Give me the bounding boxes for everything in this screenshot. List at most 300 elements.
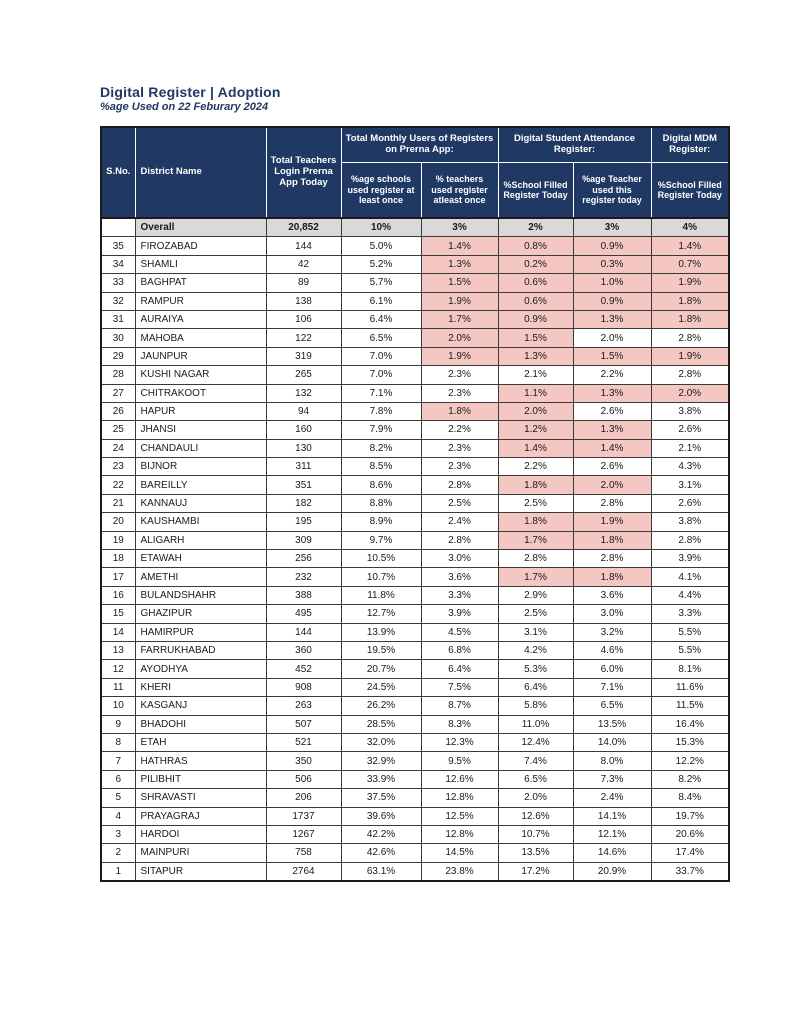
district-cell: RAMPUR (135, 292, 266, 310)
value-cell: 3.9% (421, 605, 498, 623)
value-cell: 106 (266, 310, 341, 328)
table-row (101, 623, 729, 641)
sno-cell: 31 (101, 310, 135, 328)
table-row (101, 513, 729, 531)
value-cell: 3.2% (573, 623, 651, 641)
district-cell: JAUNPUR (135, 347, 266, 365)
value-cell: 1.3% (421, 255, 498, 273)
table-row (101, 825, 729, 843)
value-cell: 3.0% (421, 550, 498, 568)
value-cell: 1.3% (573, 310, 651, 328)
value-cell: 32.9% (341, 752, 421, 770)
value-cell: 13.9% (341, 623, 421, 641)
table-row (101, 329, 729, 347)
value-cell: 3.6% (421, 568, 498, 586)
value-cell: 319 (266, 347, 341, 365)
district-cell: BAGHPAT (135, 274, 266, 292)
value-cell: 1.5% (573, 347, 651, 365)
value-cell: 10.7% (498, 825, 573, 843)
sno-cell: 35 (101, 237, 135, 255)
value-cell: 33.9% (341, 770, 421, 788)
value-cell: 7.9% (341, 421, 421, 439)
table-row (101, 310, 729, 328)
header-group-row (101, 127, 729, 163)
value-cell: 2.5% (498, 605, 573, 623)
value-cell: 0.3% (573, 255, 651, 273)
value-cell: 1.8% (573, 531, 651, 549)
district-cell: AMETHI (135, 568, 266, 586)
value-cell: 89 (266, 274, 341, 292)
sno-cell: 25 (101, 421, 135, 439)
value-cell: 9.7% (341, 531, 421, 549)
value-cell: 12.7% (341, 605, 421, 623)
value-cell: 37.5% (341, 789, 421, 807)
value-cell: 2.3% (421, 458, 498, 476)
value-cell: 9.5% (421, 752, 498, 770)
value-cell: 7.1% (341, 384, 421, 402)
value-cell: 1.8% (573, 568, 651, 586)
district-cell: KUSHI NAGAR (135, 366, 266, 384)
value-cell: 2.8% (573, 550, 651, 568)
value-cell: 1.8% (651, 310, 729, 328)
value-cell: 1.3% (573, 421, 651, 439)
value-cell: 7.5% (421, 678, 498, 696)
value-cell: 1.4% (498, 439, 573, 457)
sno-cell: 11 (101, 678, 135, 696)
value-cell: 5.0% (341, 237, 421, 255)
table-header (101, 127, 729, 218)
value-cell: 14.0% (573, 733, 651, 751)
value-cell: 63.1% (341, 862, 421, 881)
sno-cell: 12 (101, 660, 135, 678)
sno-cell: 1 (101, 862, 135, 881)
value-cell: 1.8% (651, 292, 729, 310)
sno-cell: 32 (101, 292, 135, 310)
sno-cell: 26 (101, 402, 135, 420)
district-cell: KANNAUJ (135, 494, 266, 512)
value-cell: 42 (266, 255, 341, 273)
value-cell: 2.6% (573, 402, 651, 420)
value-cell: 11.0% (498, 715, 573, 733)
district-cell: FARRUKHABAD (135, 641, 266, 659)
overall-value-cell: 2% (498, 218, 573, 237)
value-cell: 1.9% (573, 513, 651, 531)
district-cell: ETAWAH (135, 550, 266, 568)
value-cell: 3.8% (651, 513, 729, 531)
value-cell: 20.7% (341, 660, 421, 678)
table-row (101, 678, 729, 696)
col-header-att-school-filled: %School Filled Register Today (498, 163, 573, 219)
value-cell: 3.1% (651, 476, 729, 494)
value-cell: 6.8% (421, 641, 498, 659)
district-cell: FIROZABAD (135, 237, 266, 255)
district-cell: BIJNOR (135, 458, 266, 476)
value-cell: 6.5% (498, 770, 573, 788)
district-cell: KASGANJ (135, 697, 266, 715)
table-row (101, 752, 729, 770)
table-row (101, 439, 729, 457)
value-cell: 28.5% (341, 715, 421, 733)
table-row (101, 421, 729, 439)
district-cell: PRAYAGRAJ (135, 807, 266, 825)
value-cell: 1.4% (421, 237, 498, 255)
value-cell: 256 (266, 550, 341, 568)
sno-cell: 6 (101, 770, 135, 788)
value-cell: 12.8% (421, 825, 498, 843)
district-cell: GHAZIPUR (135, 605, 266, 623)
district-cell: AURAIYA (135, 310, 266, 328)
value-cell: 309 (266, 531, 341, 549)
value-cell: 2.8% (651, 366, 729, 384)
table-row (101, 789, 729, 807)
table-row (101, 237, 729, 255)
table-row (101, 844, 729, 862)
value-cell: 2.2% (421, 421, 498, 439)
sno-cell: 7 (101, 752, 135, 770)
sno-cell: 24 (101, 439, 135, 457)
value-cell: 14.1% (573, 807, 651, 825)
value-cell: 6.4% (421, 660, 498, 678)
district-cell: BULANDSHAHR (135, 586, 266, 604)
value-cell: 14.6% (573, 844, 651, 862)
value-cell: 144 (266, 623, 341, 641)
group-header-attendance: Digital Student Attendance Register: (498, 127, 651, 163)
value-cell: 1.8% (498, 476, 573, 494)
sno-cell: 20 (101, 513, 135, 531)
value-cell: 4.4% (651, 586, 729, 604)
value-cell: 122 (266, 329, 341, 347)
value-cell: 521 (266, 733, 341, 751)
value-cell: 4.3% (651, 458, 729, 476)
value-cell: 8.8% (341, 494, 421, 512)
value-cell: 3.9% (651, 550, 729, 568)
value-cell: 0.9% (573, 292, 651, 310)
col-header-schools-used: %age schools used register at least once (341, 163, 421, 219)
value-cell: 20.6% (651, 825, 729, 843)
value-cell: 311 (266, 458, 341, 476)
value-cell: 1.3% (573, 384, 651, 402)
sno-cell: 3 (101, 825, 135, 843)
value-cell: 1.9% (421, 292, 498, 310)
value-cell: 12.6% (421, 770, 498, 788)
value-cell: 2764 (266, 862, 341, 881)
sno-cell: 29 (101, 347, 135, 365)
value-cell: 2.0% (498, 402, 573, 420)
value-cell: 10.5% (341, 550, 421, 568)
value-cell: 8.9% (341, 513, 421, 531)
value-cell: 12.6% (498, 807, 573, 825)
value-cell: 1.5% (498, 329, 573, 347)
table-row (101, 347, 729, 365)
value-cell: 26.2% (341, 697, 421, 715)
value-cell: 1.7% (498, 568, 573, 586)
value-cell: 138 (266, 292, 341, 310)
table-row (101, 494, 729, 512)
value-cell: 94 (266, 402, 341, 420)
value-cell: 2.4% (421, 513, 498, 531)
district-cell: CHITRAKOOT (135, 384, 266, 402)
value-cell: 12.1% (573, 825, 651, 843)
value-cell: 2.3% (421, 439, 498, 457)
district-cell: MAINPURI (135, 844, 266, 862)
sno-cell: 27 (101, 384, 135, 402)
value-cell: 8.3% (421, 715, 498, 733)
value-cell: 263 (266, 697, 341, 715)
value-cell: 11.5% (651, 697, 729, 715)
value-cell: 1.4% (651, 237, 729, 255)
table-row (101, 586, 729, 604)
value-cell: 12.3% (421, 733, 498, 751)
value-cell: 1267 (266, 825, 341, 843)
table-row (101, 531, 729, 549)
value-cell: 2.3% (421, 366, 498, 384)
value-cell: 2.0% (498, 789, 573, 807)
table-row (101, 384, 729, 402)
value-cell: 17.4% (651, 844, 729, 862)
value-cell: 195 (266, 513, 341, 531)
table-row (101, 458, 729, 476)
value-cell: 8.1% (651, 660, 729, 678)
value-cell: 3.6% (573, 586, 651, 604)
value-cell: 5.5% (651, 641, 729, 659)
value-cell: 2.3% (421, 384, 498, 402)
value-cell: 16.4% (651, 715, 729, 733)
value-cell: 360 (266, 641, 341, 659)
value-cell: 232 (266, 568, 341, 586)
district-cell: ALIGARH (135, 531, 266, 549)
sno-cell: 13 (101, 641, 135, 659)
table-row (101, 255, 729, 273)
value-cell: 144 (266, 237, 341, 255)
sno-cell: 21 (101, 494, 135, 512)
district-cell: BHADOHI (135, 715, 266, 733)
value-cell: 8.5% (341, 458, 421, 476)
value-cell: 5.5% (651, 623, 729, 641)
table-row (101, 862, 729, 881)
value-cell: 32.0% (341, 733, 421, 751)
district-cell: SITAPUR (135, 862, 266, 881)
value-cell: 6.1% (341, 292, 421, 310)
value-cell: 182 (266, 494, 341, 512)
district-cell: JHANSI (135, 421, 266, 439)
adoption-table (100, 126, 730, 882)
district-cell: HAPUR (135, 402, 266, 420)
value-cell: 42.2% (341, 825, 421, 843)
value-cell: 2.9% (498, 586, 573, 604)
value-cell: 7.1% (573, 678, 651, 696)
table-row (101, 715, 729, 733)
value-cell: 19.7% (651, 807, 729, 825)
district-cell: KAUSHAMBI (135, 513, 266, 531)
value-cell: 15.3% (651, 733, 729, 751)
value-cell: 3.1% (498, 623, 573, 641)
value-cell: 5.8% (498, 697, 573, 715)
value-cell: 351 (266, 476, 341, 494)
sno-cell: 28 (101, 366, 135, 384)
value-cell: 350 (266, 752, 341, 770)
district-cell: AYODHYA (135, 660, 266, 678)
sno-cell: 2 (101, 844, 135, 862)
value-cell: 7.0% (341, 347, 421, 365)
table-row (101, 274, 729, 292)
value-cell: 7.8% (341, 402, 421, 420)
value-cell: 1.0% (573, 274, 651, 292)
table-row (101, 660, 729, 678)
value-cell: 1.9% (651, 347, 729, 365)
value-cell: 1737 (266, 807, 341, 825)
sno-cell: 19 (101, 531, 135, 549)
value-cell: 42.6% (341, 844, 421, 862)
value-cell: 388 (266, 586, 341, 604)
table-row (101, 476, 729, 494)
sno-cell: 33 (101, 274, 135, 292)
overall-value-cell: 3% (421, 218, 498, 237)
group-header-mdm: Digital MDM Register: (651, 127, 729, 163)
table-row (101, 697, 729, 715)
value-cell: 2.4% (573, 789, 651, 807)
value-cell: 8.4% (651, 789, 729, 807)
value-cell: 5.3% (498, 660, 573, 678)
value-cell: 19.5% (341, 641, 421, 659)
value-cell: 17.2% (498, 862, 573, 881)
value-cell: 2.8% (651, 329, 729, 347)
value-cell: 2.0% (651, 384, 729, 402)
value-cell: 507 (266, 715, 341, 733)
value-cell: 452 (266, 660, 341, 678)
value-cell: 4.5% (421, 623, 498, 641)
overall-row (101, 218, 729, 237)
value-cell: 2.8% (573, 494, 651, 512)
district-cell: BAREILLY (135, 476, 266, 494)
title-block (100, 84, 281, 113)
page-title: Digital Register | Adoption (100, 84, 281, 100)
value-cell: 1.8% (498, 513, 573, 531)
value-cell: 2.6% (651, 494, 729, 512)
sno-cell: 15 (101, 605, 135, 623)
value-cell: 4.1% (651, 568, 729, 586)
value-cell: 12.4% (498, 733, 573, 751)
group-header-monthly-users: Total Monthly Users of Registers on Prerna App: (341, 127, 498, 163)
value-cell: 3.0% (573, 605, 651, 623)
value-cell: 13.5% (498, 844, 573, 862)
value-cell: 2.8% (651, 531, 729, 549)
value-cell: 2.8% (498, 550, 573, 568)
value-cell: 6.4% (498, 678, 573, 696)
overall-value-cell: 20,852 (266, 218, 341, 237)
value-cell: 2.8% (421, 476, 498, 494)
value-cell: 6.0% (573, 660, 651, 678)
col-header-teachers-used: % teachers used register atleast once (421, 163, 498, 219)
table-row (101, 605, 729, 623)
overall-sno-cell (101, 218, 135, 237)
district-cell: KHERI (135, 678, 266, 696)
value-cell: 1.9% (421, 347, 498, 365)
value-cell: 4.6% (573, 641, 651, 659)
overall-value-cell: 3% (573, 218, 651, 237)
value-cell: 2.5% (421, 494, 498, 512)
district-cell: CHANDAULI (135, 439, 266, 457)
table-row (101, 402, 729, 420)
value-cell: 2.1% (651, 439, 729, 457)
value-cell: 3.3% (651, 605, 729, 623)
sno-cell: 17 (101, 568, 135, 586)
sno-cell: 8 (101, 733, 135, 751)
value-cell: 3.3% (421, 586, 498, 604)
overall-value-cell: 10% (341, 218, 421, 237)
district-cell: HATHRAS (135, 752, 266, 770)
sno-cell: 4 (101, 807, 135, 825)
value-cell: 506 (266, 770, 341, 788)
page-subtitle: %age Used on 22 Feburary 2024 (100, 101, 269, 113)
value-cell: 2.6% (651, 421, 729, 439)
value-cell: 13.5% (573, 715, 651, 733)
col-header-sno: S.No. (101, 127, 135, 218)
value-cell: 1.1% (498, 384, 573, 402)
value-cell: 2.0% (573, 329, 651, 347)
col-header-teachers: Total Teachers Login Prerna App Today (266, 127, 341, 218)
value-cell: 2.8% (421, 531, 498, 549)
value-cell: 1.3% (498, 347, 573, 365)
overall-label-cell: Overall (135, 218, 266, 237)
value-cell: 6.4% (341, 310, 421, 328)
table-row (101, 550, 729, 568)
sno-cell: 10 (101, 697, 135, 715)
value-cell: 758 (266, 844, 341, 862)
sno-cell: 22 (101, 476, 135, 494)
value-cell: 12.5% (421, 807, 498, 825)
value-cell: 11.6% (651, 678, 729, 696)
value-cell: 2.2% (573, 366, 651, 384)
col-header-district: District Name (135, 127, 266, 218)
value-cell: 1.7% (421, 310, 498, 328)
value-cell: 12.2% (651, 752, 729, 770)
value-cell: 0.8% (498, 237, 573, 255)
value-cell: 14.5% (421, 844, 498, 862)
value-cell: 1.5% (421, 274, 498, 292)
table-row (101, 807, 729, 825)
value-cell: 8.2% (651, 770, 729, 788)
table-row (101, 733, 729, 751)
district-cell: HARDOI (135, 825, 266, 843)
value-cell: 2.1% (498, 366, 573, 384)
sno-cell: 14 (101, 623, 135, 641)
value-cell: 8.2% (341, 439, 421, 457)
value-cell: 1.7% (498, 531, 573, 549)
value-cell: 0.9% (498, 310, 573, 328)
value-cell: 7.0% (341, 366, 421, 384)
value-cell: 0.6% (498, 292, 573, 310)
value-cell: 5.7% (341, 274, 421, 292)
sno-cell: 30 (101, 329, 135, 347)
value-cell: 7.4% (498, 752, 573, 770)
district-cell: SHAMLI (135, 255, 266, 273)
overall-value-cell: 4% (651, 218, 729, 237)
table-row (101, 366, 729, 384)
value-cell: 0.6% (498, 274, 573, 292)
col-header-att-teacher-used: %age Teacher used this register today (573, 163, 651, 219)
value-cell: 1.9% (651, 274, 729, 292)
value-cell: 2.5% (498, 494, 573, 512)
district-cell: PILIBHIT (135, 770, 266, 788)
table-row (101, 292, 729, 310)
value-cell: 3.8% (651, 402, 729, 420)
value-cell: 8.6% (341, 476, 421, 494)
district-cell: MAHOBA (135, 329, 266, 347)
district-cell: ETAH (135, 733, 266, 751)
table-body (101, 218, 729, 881)
table-row (101, 568, 729, 586)
value-cell: 2.2% (498, 458, 573, 476)
